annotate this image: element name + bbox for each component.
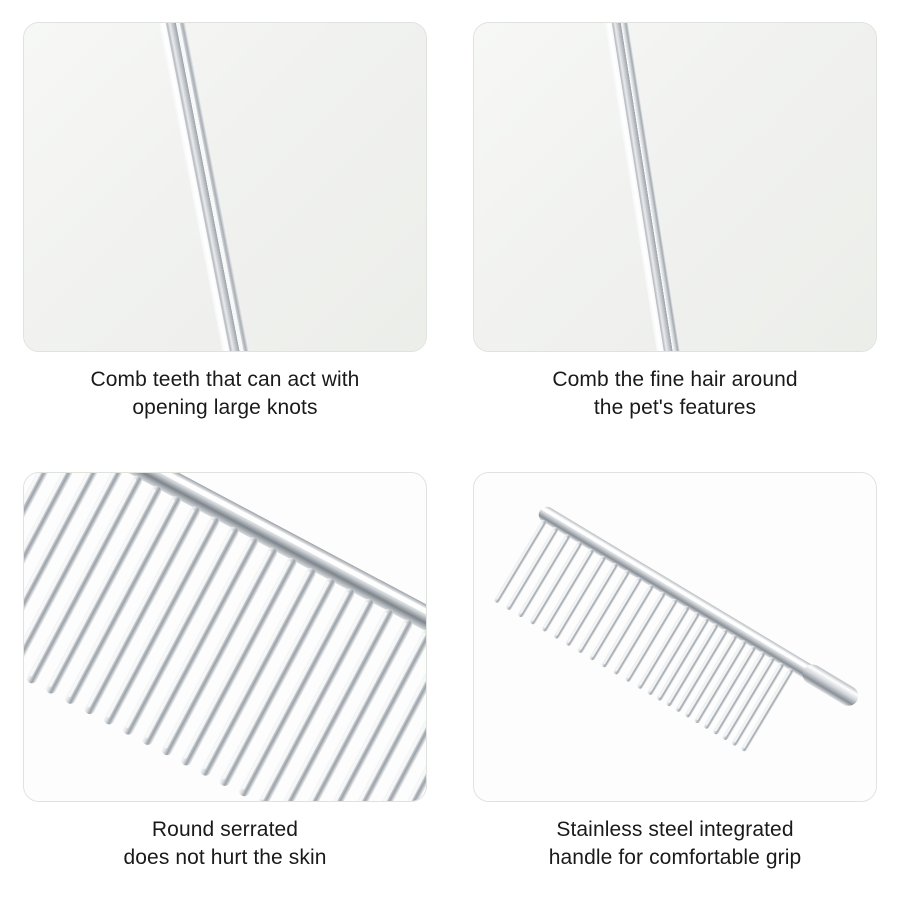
caption-line-1: Comb the fine hair around xyxy=(552,368,798,391)
product-photo-round-serrated xyxy=(23,472,427,802)
product-photo-wide-teeth xyxy=(23,22,427,352)
caption-line-2: does not hurt the skin xyxy=(123,845,327,869)
product-photo-fine-teeth xyxy=(473,22,877,352)
caption-line-1: Stainless steel integrated xyxy=(556,818,794,841)
panel-caption xyxy=(91,366,360,421)
feature-panel-top-left xyxy=(0,0,450,450)
panel-caption xyxy=(549,816,802,871)
caption-line-1: Comb teeth that can act with xyxy=(90,368,360,391)
caption-line-2: handle for comfortable grip xyxy=(548,845,802,869)
comb-illustration-wide-teeth xyxy=(24,23,426,351)
caption-line-2: the pet's features xyxy=(593,395,757,419)
product-photo-full-comb xyxy=(473,472,877,802)
caption-line-1: Round serrated xyxy=(151,818,299,841)
comb-illustration-fine-teeth xyxy=(474,23,876,351)
feature-panel-top-right xyxy=(450,0,900,450)
panel-caption xyxy=(552,366,797,421)
panel-caption xyxy=(124,816,327,871)
comb-illustration-round-serrated xyxy=(24,473,426,801)
feature-panel-bottom-left xyxy=(0,450,450,900)
caption-line-2: opening large knots xyxy=(132,395,318,419)
comb-illustration-full-comb xyxy=(474,473,876,801)
feature-panel-bottom-right xyxy=(450,450,900,900)
